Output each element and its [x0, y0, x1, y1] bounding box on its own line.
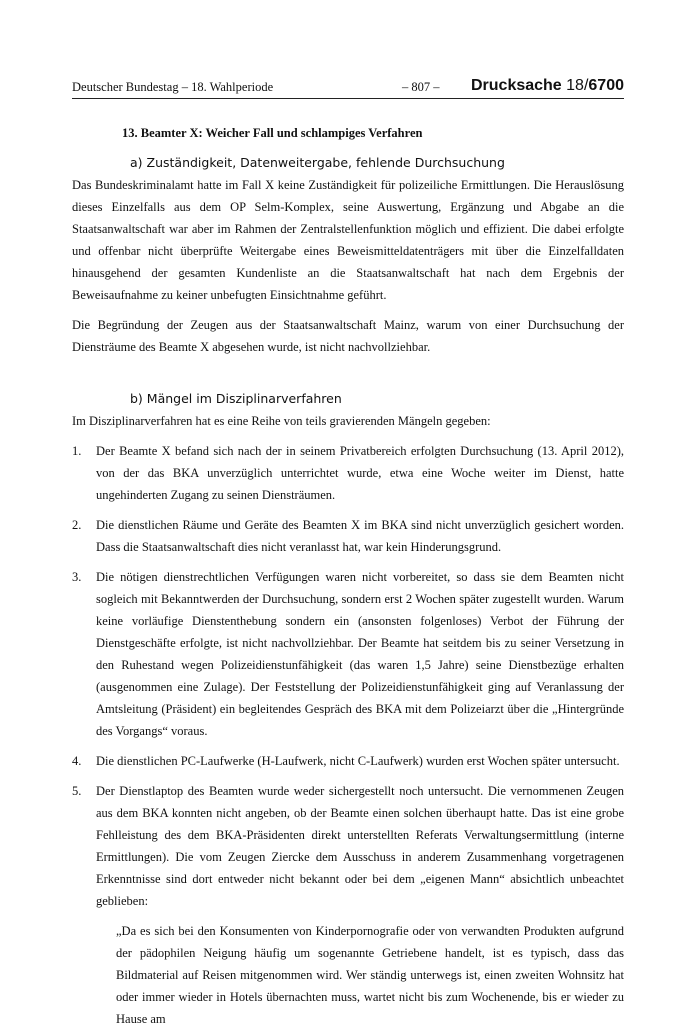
header-drucksache-prefix: 18/: [566, 77, 589, 94]
list-item-number: 3.: [72, 570, 82, 584]
paragraph-a-1: Das Bundeskriminalamt hatte im Fall X keine Zuständigkeit für polizeiliche Ermittlungen. Die Herauslösung dieses Einzelfalls aus dem OP Selm-Komplex, seine Auswertung, Ergänzung und Abgabe an die Staatsanwaltschaft war aber im Rahmen der Zentralstellenfunktion möglich und effizient. Die dabei erfolgte und offenbar nicht überprüfte Weitergabe eines Beweismitteldatenträgers mit über die Einzelfalldaten hinausgehend der gesamten Kundenliste an die Staatsanwaltschaft hat nach dem Ergebnis der Beweisaufnahme zu keiner unbefugten Einsichtnahme geführt.: [72, 178, 624, 302]
paragraph-a-2: Die Begründung der Zeugen aus der Staatsanwaltschaft Mainz, warum von einer Durchsuchung der Diensträume des Beamte X abgesehen wurde, ist nicht nachvollziehbar.: [72, 318, 624, 354]
page-header: [72, 78, 624, 98]
list-item-text: Der Beamte X befand sich nach der in seinem Privatbereich erfolgten Durchsuchung (13. April 2012), von der das BKA unverzüglich unterrichtet wurde, etwa eine Woche weiter im Dienst, hatte ungehinderten Zugang zu seinen Diensträumen.: [96, 444, 624, 502]
section-title: 13. Beamter X: Weicher Fall und schlampiges Verfahren: [122, 126, 423, 140]
list-item: [72, 780, 624, 912]
list-item-text: Der Dienstlaptop des Beamten wurde weder sichergestellt noch untersucht. Die vernommenen Zeugen aus dem BKA konnten nicht angeben, ob der Beamte einen solchen überhaupt hatte. Das ist eine grobe Fehlleistung des dem BKA-Präsidenten direkt unterstellten Referats Verwaltungsermittlung (interne Ermittlungen). Die vom Zeugen Ziercke dem Ausschuss in anderem Zusammenhang vorgetragenen Erkenntnisse sind dort entweder nicht bekannt oder bei dem „eigenen Mann“ absichtlich unbeachtet geblieben:: [96, 784, 624, 908]
header-page-number: – 807 –: [402, 80, 440, 94]
list-item-number: 1.: [72, 444, 82, 458]
list-item: [72, 514, 624, 558]
header-drucksache-number: 6700: [588, 77, 624, 94]
block-quote: „Da es sich bei den Konsumenten von Kinderpornografie oder von verwandten Produkten aufgrund der pädophilen Neigung häufig um sogenannte Getriebene handelt, ist es typisch, dass das Bildmaterial auf Reisen mitgenommen wird. Wer ständig unterwegs ist, einen zweiten Wohnsitz hat oder immer wieder in Hotels übernachten muss, wartet nicht bis zum Wochenende, bis er wieder zu Hause am: [116, 924, 624, 1026]
list-item: [72, 440, 624, 506]
paragraph-b-intro: Im Disziplinarverfahren hat es eine Reihe von teils gravierenden Mängeln gegeben:: [72, 414, 491, 428]
subsection-a-title: a) Zuständigkeit, Datenweitergabe, fehlende Durchsuchung: [130, 155, 505, 170]
header-publication: Deutscher Bundestag – 18. Wahlperiode: [72, 80, 274, 94]
list-item-text: Die nötigen dienstrechtlichen Verfügungen waren nicht vorbereitet, so dass sie dem Beamten nicht sogleich mit Bekanntwerden der Durchsuchung, sondern erst 2 Wochen später zugestellt wurden. Warum keine vorläufige Dienstenthebung sondern ein (ansonsten folgenloses) Verbot der Führung der Dienstgeschäfte erfolgte, ist nicht nachvollziehbar. Der Beamte hat seitdem bis zu seiner Versetzung in den Ruhestand wegen Polizeidienstunfähigkeit (das waren 1,5 Jahre) seine Dienstbezüge erhalten (ausgenommen eine Zulage). Der Feststellung der Polizeidienstunfähigkeit ging auf Veranlassung der Amtsleitung (Präsident) ein begleitendes Gespräch des BKA mit dem Polizeiarzt über die „Hintergründe des Vorgangs“ voraus.: [96, 570, 624, 738]
deficiency-list: [72, 440, 624, 912]
list-item-number: 4.: [72, 754, 82, 768]
header-rule: [72, 98, 624, 99]
list-item-number: 2.: [72, 518, 82, 532]
document-body: [72, 122, 624, 1030]
list-item: [72, 566, 624, 742]
subsection-b-title: b) Mängel im Disziplinarverfahren: [130, 391, 342, 406]
list-item-text: Die dienstlichen PC-Laufwerke (H-Laufwerk, nicht C-Laufwerk) wurden erst Wochen später untersucht.: [96, 754, 620, 768]
header-drucksache: [471, 77, 624, 95]
list-item: [72, 750, 624, 772]
list-item-number: 5.: [72, 784, 82, 798]
header-drucksache-label: Drucksache: [470, 77, 567, 94]
list-item-text: Die dienstlichen Räume und Geräte des Beamten X im BKA sind nicht unverzüglich gesichert worden. Dass die Staatsanwaltschaft dies nicht veranlasst hat, war kein Hinderungsgrund.: [96, 518, 624, 554]
